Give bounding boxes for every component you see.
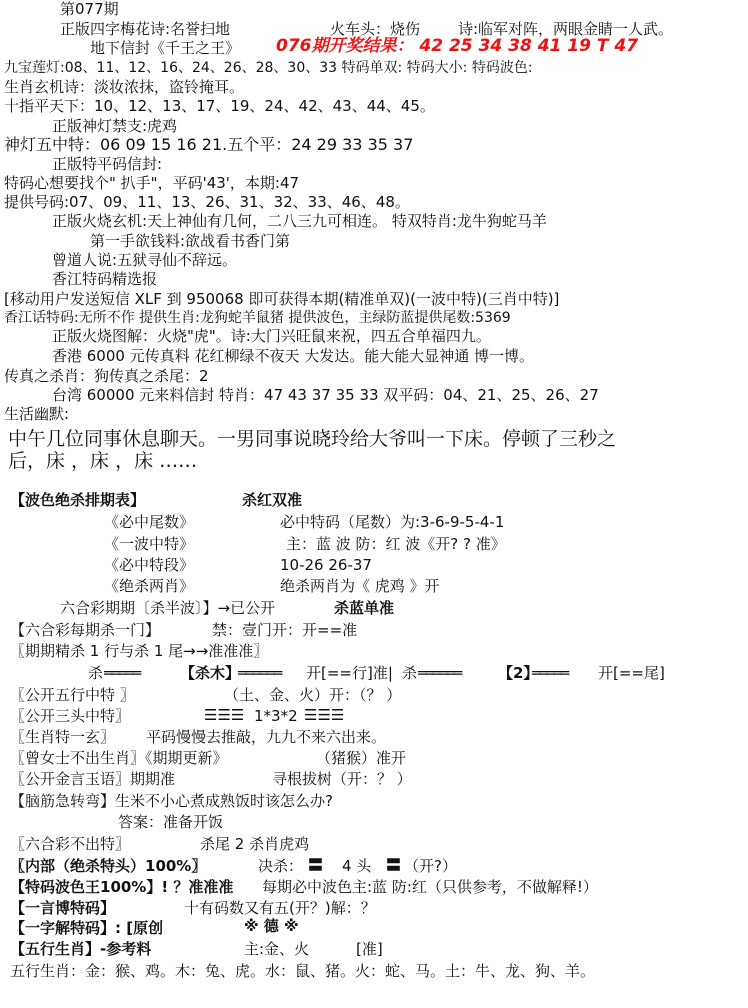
xiangjiang-hua: 香江话特码:无所不作 提供生肖:龙狗蛇羊鼠猪 提供波色，主绿防蓝提供尾数:5369 [4, 310, 511, 326]
de-label: ※ 德 ※ [244, 917, 299, 935]
juesha-label: 决杀： [258, 857, 304, 875]
huoshao-xuanji: 正版火烧玄机:天上神仙有几何，二八三九可相连。 特双特肖:龙牛狗蛇马羊 [52, 212, 547, 230]
juesha-kai: （开?） [404, 857, 457, 875]
huoche-tou: 火车头：烧伤 [330, 20, 421, 38]
kaihang-label: 开[==行]准| [306, 664, 393, 682]
juesha-eq-2: 〓 [386, 856, 402, 874]
gk3-value: 1*3*2 [254, 707, 298, 725]
lhcbc-label: 〖六合彩不出特〗 [10, 835, 131, 853]
dixia-xinfeng: 地下信封《千王之王》 [90, 39, 241, 57]
shizhi-tianxia: 十指平天下：10、12、13、17、19、24、42、43、44、45。 [4, 97, 435, 115]
chuanzhen-shaxiao: 传真之杀肖：狗传真之杀尾：2 [4, 367, 209, 385]
divider-bar-4: ═════ [532, 664, 568, 682]
sha-2: 杀 [402, 664, 418, 682]
wuxing-label: 【五行生肖】-参考料 [10, 940, 152, 958]
bztd-value: 10-26 26-37 [280, 556, 372, 574]
shahong-label: 杀红双准 [242, 491, 303, 509]
joke-line-2: 后，床 ，床 ，床 …… [8, 450, 198, 472]
bzws-value: 必中特码（尾数）为:3-6-9-5-4-1 [280, 513, 505, 531]
xianggang-6000: 香港 6000 元传真料 花红柳绿不夜天 大发达。能大能大显神通 博一博。 [52, 347, 535, 365]
jin-kai: 禁：壹门开：开==准 [212, 621, 358, 639]
jinyan-label: 〖公开金言玉语〗期期准 [10, 770, 176, 788]
divider-bar-1: ═════ [104, 664, 140, 682]
ybzt-value: 主：蓝 波 防：红 波《开? ? 准》 [286, 535, 506, 553]
yiyan-value: 十有码数又有五(开？)解：？ [184, 899, 376, 917]
poem-line: 诗:临军对阵，两眼金睛一人武。 [458, 20, 674, 38]
bztd-label: 《必中特段》 [104, 556, 195, 574]
gk5-value: （土、金、火）开：（？ ） [224, 686, 402, 704]
jiubao-liandeng: 九宝莲灯:08、11、12、16、24、26、28、30、33 特码单双: 特码大小: 特码波色: [4, 60, 533, 76]
sha-1: 杀 [88, 664, 104, 682]
zengnvshi-value: （猪猴）准开 [316, 749, 407, 767]
zengnvshi-label: 〖曾女士不出生肖〗《期期更新》 [10, 749, 228, 767]
gk3-label: 〖公开三头中特〗 [10, 707, 131, 725]
divider-bar-3: ══════ [418, 664, 461, 682]
juesha-value: 4 头 [342, 857, 372, 875]
neibu-label: 〖内部（绝杀特头）100%〗 [10, 857, 207, 875]
meihua-poem: 正版四字梅花诗:名誉扫地 [60, 20, 231, 38]
lhc-yimen: 【六合彩每期杀一门】 [10, 621, 161, 639]
equals-bar-left: ☰☰☰ [204, 706, 245, 724]
sxyx-label: 〖生肖特一玄〗 [10, 728, 116, 746]
bzws-label: 《必中尾数》 [104, 513, 195, 531]
tmbs-value: 每期必中波色主:蓝 防:红（只供参考，不做解释!） [262, 878, 598, 896]
zhun-label: [准] [356, 940, 383, 958]
sxyx-value: 平码慢慢去推敲，九九不来六出来。 [146, 728, 387, 746]
shendeng-jinzhi: 正版神灯禁支:虎鸡 [52, 117, 178, 135]
xiangjiang-title: 香江特码精选报 [52, 270, 158, 288]
shamu-label: 【杀木】 [180, 664, 241, 682]
shalan-label: 杀蓝单准 [334, 599, 395, 617]
divider-bar-2: ══════ [238, 664, 281, 682]
yizi-label: 【一字解特码】: [原创 [10, 919, 164, 937]
qqjing-line: 〖期期精杀 1 行与杀 1 尾→→准准准〗 [10, 642, 269, 660]
kaiwei-label: 开[==尾] [598, 664, 665, 682]
joke-line-1: 中午几位同事休息聊天。一男同事说晓玲给大爷叫一下床。停顿了三秒之 [8, 428, 617, 450]
yidong-sms: [移动用户发送短信 XLF 到 950068 即可获得本期(精准单双)(一波中特)(三肖中特)] [4, 290, 560, 308]
jslx-label: 《绝杀两肖》 [104, 577, 195, 595]
yiyan-label: 【一言博特码】 [10, 899, 116, 917]
tmbs-label: 【特码波色王100%】! ？准准准 [10, 878, 234, 896]
ybzt-label: 《一波中特》 [104, 535, 195, 553]
daan-line: 答案：准备开饭 [118, 813, 224, 831]
issue-number: 第077期 [60, 0, 119, 18]
shengxiao-xuanji: 生肖玄机诗：淡妆浓抹，盗铃掩耳。 [4, 78, 245, 96]
shendeng-wuzhong: 神灯五中特：06 09 15 16 21.五个平：24 29 33 35 37 [4, 135, 414, 154]
cengdaoren-line: 曾道人说:五狱寻仙不辞远。 [52, 251, 238, 269]
jinyan-value: 寻根拔树（开：？ ） [272, 770, 412, 788]
wuxing-shengxiao: 五行生肖：金：猴、鸡。木：兔、虎。水：鼠、猪。火：蛇、马。土：牛、龙、狗、羊。 [10, 962, 596, 980]
gk5-label: 〖公开五行中特 〗 [10, 686, 135, 704]
two-label: 【2】 [498, 664, 539, 682]
diyishou-line: 第一手欲钱料:欲战看书香门第 [90, 232, 291, 250]
wuxing-value: 主:金、火 [244, 940, 310, 958]
tigong-haoma: 提供号码:07、09、11、13、26、31、32、33、46、48。 [4, 193, 410, 211]
jslx-value: 绝杀两肖为《 虎鸡 》开 [280, 577, 440, 595]
huoshao-tujie: 正版火烧图解：火烧"虎"。诗:大门兴旺鼠来祝，四五合单福四九。 [52, 327, 491, 345]
draw-result: 076期开奖结果： 42 25 34 38 41 19 T 47 [276, 36, 639, 56]
taiwan-60000: 台湾 60000 元来料信封 特肖：47 43 37 35 33 双平码：04、21、25、26、27 [52, 386, 599, 404]
equals-bar-right: ☰☰☰ [304, 706, 345, 724]
bose-table-title: 【波色绝杀排期表】 [10, 491, 146, 509]
shenghuo-youmo: 生活幽默: [4, 405, 70, 423]
naojin-line: 【脑筋急转弯】生米不小心煮成熟饭时该怎么办? [10, 792, 333, 810]
lhcbc-value: 杀尾 2 杀肖虎鸡 [200, 835, 310, 853]
xinxiang-line: 特码心想要找个" 扒手"，平码'43'，本期:47 [4, 174, 300, 192]
teping-xinfeng: 正版特平码信封: [52, 155, 163, 173]
juesha-eq-1: 〓 [308, 856, 324, 874]
lhc-banbo: 六合彩期期〔杀半波〕】→已公开 [60, 599, 276, 617]
